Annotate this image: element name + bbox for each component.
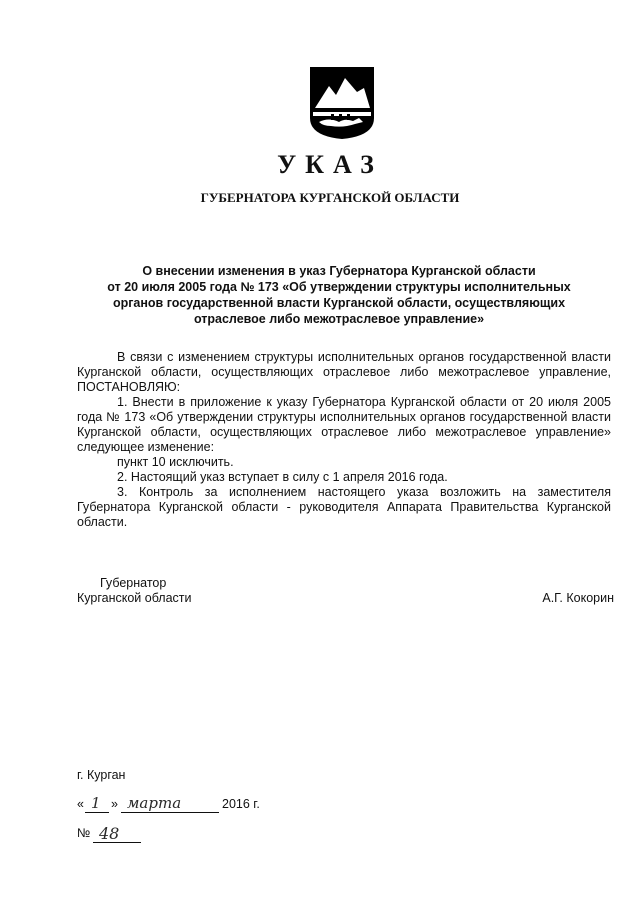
month-underline — [121, 812, 219, 813]
coat-of-arms-icon — [309, 66, 375, 140]
decree-number — [77, 826, 197, 848]
date-month: марта — [127, 794, 182, 812]
decree-body — [77, 350, 611, 530]
signatory-title: Губернатор — [100, 576, 167, 590]
clause-3-paragraph: 3. Контроль за исполнением настоящего указа возложить на заместителя Губернатора Курганской области - руководителя Аппарата Правительства Курганской области. — [77, 485, 611, 529]
heading-line: отраслевое либо межотраслевое управление» — [193, 312, 485, 326]
preamble-paragraph: В связи с изменением структуры исполнительных органов государственной власти Курганской области, осуществляющих отраслевое либо межотраслевое управление, ПОСТАНОВЛЯЮ: — [77, 350, 611, 394]
date-year: 2016 г. — [222, 797, 260, 811]
heading-line: органов государственной власти Курганской области, осуществляющих — [112, 296, 566, 310]
clause-1-paragraph: 1. Внести в приложение к указу Губернатора Курганской области от 20 июля 2005 года № 173 «Об утверждении структуры исполнительных органов государственной власти Курганской области, осуществляющих отраслевое либо межотраслевое управление» следующее изменение: — [77, 395, 611, 454]
issue-city: г. Курган — [77, 768, 126, 782]
number-value: 48 — [99, 824, 120, 843]
signatory-name: А.Г. Кокорин — [542, 591, 614, 605]
document-title: УКАЗ — [277, 150, 383, 179]
number-label: № — [77, 826, 91, 840]
signatory-region: Курганской области — [77, 591, 192, 605]
issue-date — [77, 794, 337, 817]
date-day: 1 — [91, 794, 101, 812]
date-open-quote: « — [77, 797, 84, 811]
day-underline — [85, 812, 109, 813]
heading-line: О внесении изменения в указ Губернатора Курганской области — [142, 264, 536, 278]
document-subtitle: ГУБЕРНАТОРА КУРГАНСКОЙ ОБЛАСТИ — [200, 190, 460, 205]
date-close-quote: » — [111, 797, 118, 811]
clause-2-paragraph: 2. Настоящий указ вступает в силу с 1 апреля 2016 года. — [117, 470, 448, 484]
heading-line: от 20 июля 2005 года № 173 «Об утверждении структуры исполнительных — [107, 280, 571, 294]
decree-heading — [80, 263, 598, 327]
clause-1-change: пункт 10 исключить. — [117, 455, 234, 469]
